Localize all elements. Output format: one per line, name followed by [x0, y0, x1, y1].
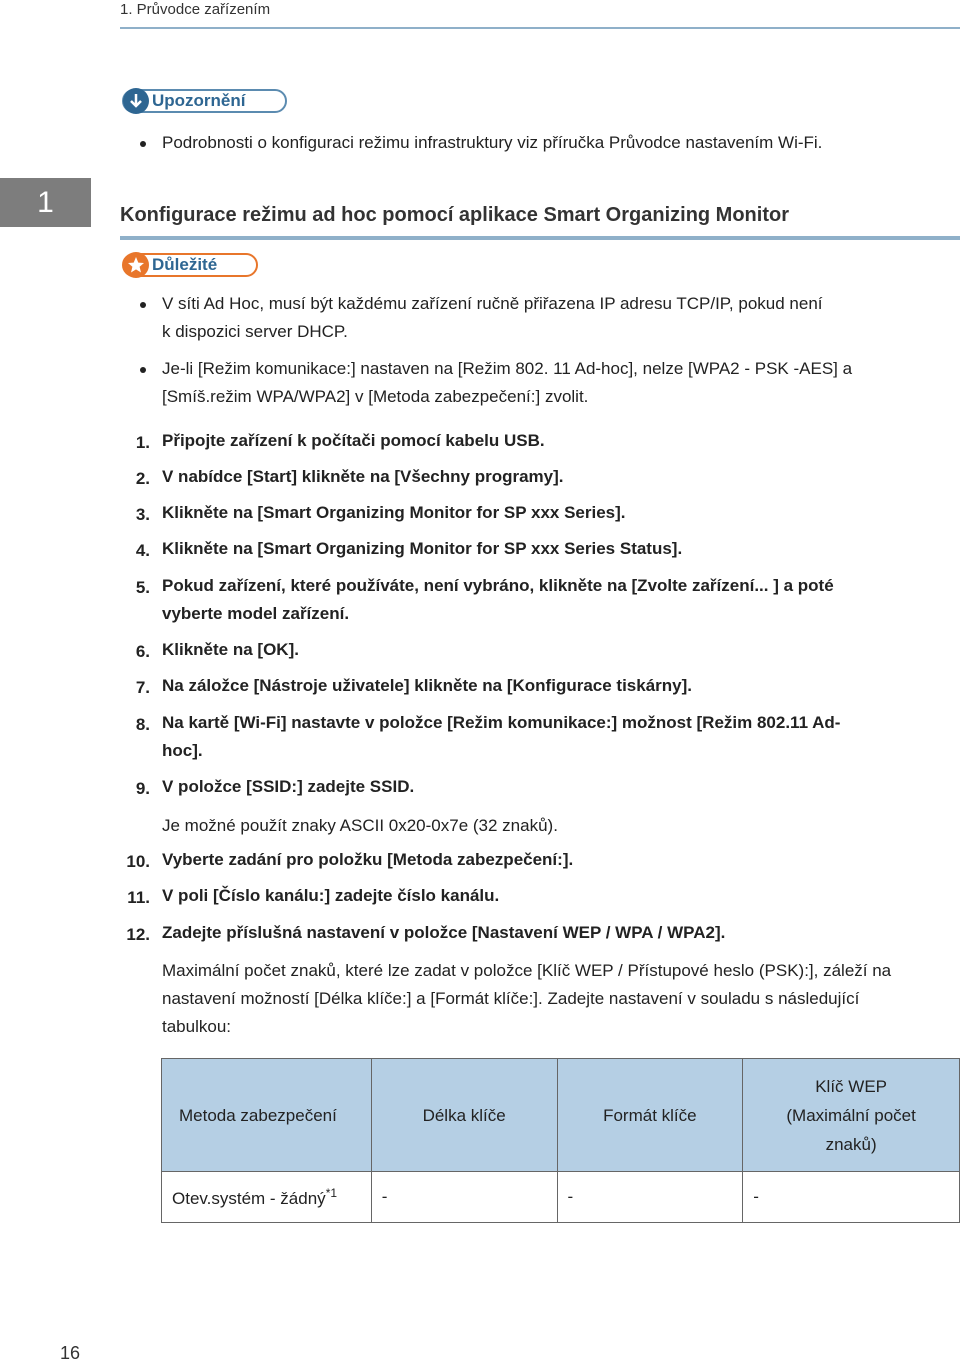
section-divider: [120, 236, 960, 240]
cell-format: -: [557, 1172, 743, 1223]
header-line: Klíč WEP: [815, 1076, 888, 1096]
step-number: 8.: [135, 715, 150, 734]
step-note-line: nastavení možností [Délka klíče:] a [Formát klíče:]. Zadejte nastavení v souladu s následující: [162, 989, 860, 1008]
bullet-dot: [140, 367, 146, 373]
note-bullet: [140, 129, 902, 157]
step-note: [162, 957, 952, 1041]
header-line: znaků): [825, 1134, 877, 1154]
step-text: Klikněte na [Smart Organizing Monitor for SP xxx Series Status].: [162, 539, 683, 558]
footnote-marker: *1: [325, 1185, 338, 1200]
important-label: [122, 253, 258, 277]
step-number: 11.: [127, 888, 150, 907]
note-label: [122, 89, 287, 113]
step-number: 9.: [135, 779, 150, 798]
step-text: Na záložce [Nástroje uživatele] klikněte na [Konfigurace tiskárny].: [162, 676, 692, 695]
table-row: [162, 1172, 960, 1223]
important-bullet-line: k dispozici server DHCP.: [162, 322, 348, 341]
step-text-line: vyberte model zařízení.: [162, 604, 350, 623]
step-text: [162, 709, 932, 765]
step-text: V nabídce [Start] klikněte na [Všechny programy].: [162, 467, 564, 486]
step-note-line: Maximální počet znaků, které lze zadat v položce [Klíč WEP / Přístupové heslo (PSK):], záleží na: [162, 961, 892, 980]
star-icon: [123, 252, 149, 278]
step-number: 5.: [135, 578, 150, 597]
table-header-row: [162, 1059, 960, 1172]
important-bullet: [140, 355, 902, 411]
page-number: 16: [60, 1343, 81, 1363]
header-cell-format: Formát klíče: [557, 1059, 743, 1172]
header-cell-length: Délka klíče: [371, 1059, 557, 1172]
note-bullet-text: Podrobnosti o konfiguraci režimu infrastruktury viz příručka Průvodce nastavením Wi-Fi.: [162, 133, 823, 152]
header-cell-wep-key: [743, 1059, 960, 1172]
step-text: [162, 572, 932, 628]
step-number: 2.: [135, 469, 150, 488]
important-bullet-line: [Smíš.režim WPA/WPA2] v [Metoda zabezpečení:] zvolit.: [162, 387, 589, 406]
important-bullet: [140, 290, 902, 346]
bullet-dot: [140, 141, 146, 147]
step-text-line: Na kartě [Wi-Fi] nastavte v položce [Režim komunikace:] možnost [Režim 802.11 Ad-: [162, 713, 841, 732]
step-text: Klikněte na [OK].: [162, 640, 299, 659]
cell-key: -: [743, 1172, 960, 1223]
step-text: V poli [Číslo kanálu:] zadejte číslo kanálu.: [162, 886, 500, 905]
step-text: V položce [SSID:] zadejte SSID.: [162, 777, 415, 796]
cell-method-text: Otev.systém - žádný: [172, 1188, 326, 1208]
step-number: 10.: [126, 852, 150, 871]
important-bullet-line: V síti Ad Hoc, musí být každému zařízení ručně přiřazena IP adresu TCP/IP, pokud není: [162, 294, 823, 313]
important-bullet-line: Je-li [Režim komunikace:] nastaven na [Režim 802. 11 Ad-hoc], nelze [WPA2 - PSK -AES] a: [162, 359, 853, 378]
chapter-tab: 1: [0, 178, 91, 227]
cell-length: -: [371, 1172, 557, 1223]
running-header: 1. Průvodce zařízením: [120, 1, 271, 18]
step-text: Klikněte na [Smart Organizing Monitor for SP xxx Series].: [162, 503, 626, 522]
bullet-dot: [140, 302, 146, 308]
step-note-line: tabulkou:: [162, 1017, 231, 1036]
section-title: Konfigurace režimu ad hoc pomocí aplikace Smart Organizing Monitor: [120, 204, 789, 226]
security-table: [161, 1058, 960, 1223]
step-text: Připojte zařízení k počítači pomocí kabelu USB.: [162, 431, 545, 450]
header-divider: [120, 27, 960, 29]
step-number: 6.: [135, 642, 150, 661]
step-number: 12.: [126, 925, 150, 944]
step-text-line: Pokud zařízení, které používáte, není vybráno, klikněte na [Zvolte zařízení... ] a poté: [162, 576, 834, 595]
header-line: (Maximální počet: [786, 1105, 916, 1125]
step-text: Vyberte zadání pro položku [Metoda zabezpečení:].: [162, 850, 574, 869]
step-number: 4.: [135, 541, 150, 560]
step-number: 3.: [135, 505, 150, 524]
step-note: Je možné použít znaky ASCII 0x20-0x7e (32 znaků).: [162, 816, 558, 835]
arrow-down-icon: [123, 88, 149, 114]
step-number: 7.: [135, 678, 150, 697]
important-label-text: Důležité: [152, 255, 218, 274]
note-label-text: Upozornění: [152, 91, 246, 110]
header-cell-method: Metoda zabezpečení: [162, 1059, 372, 1172]
cell-method: [162, 1172, 372, 1223]
step-number: 1.: [135, 433, 150, 452]
step-text: Zadejte příslušná nastavení v položce [Nastavení WEP / WPA / WPA2].: [162, 923, 726, 942]
step-text-line: hoc].: [162, 741, 203, 760]
